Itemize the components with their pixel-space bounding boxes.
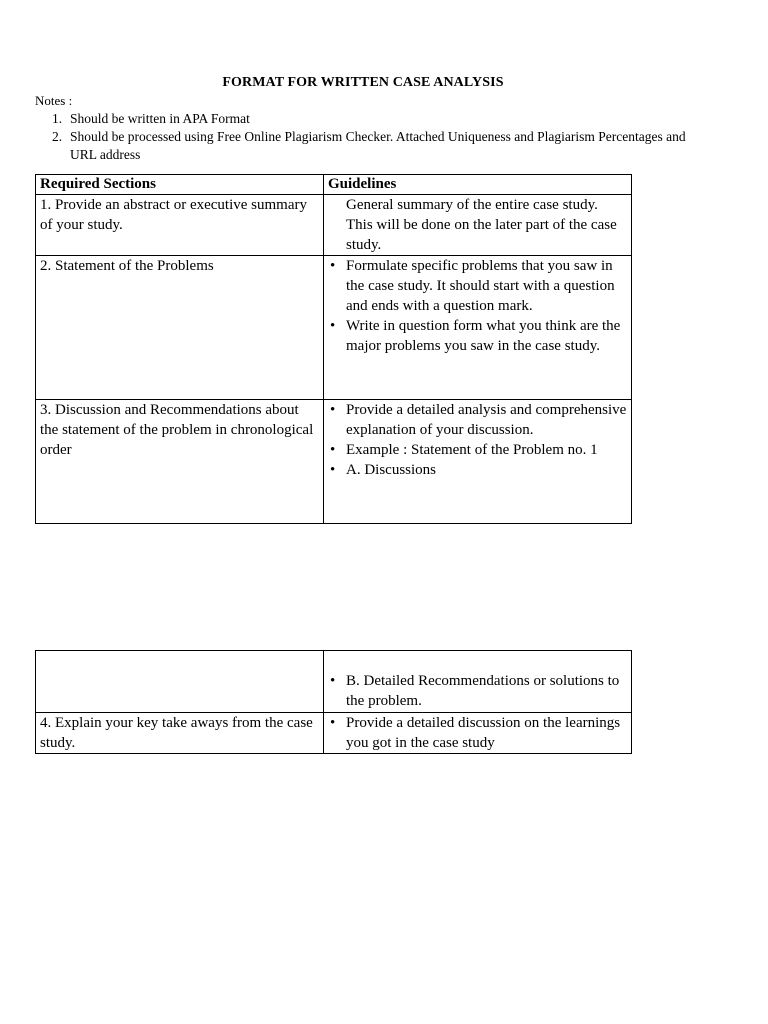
- note-text: Should be written in APA Format: [70, 111, 250, 126]
- guideline-item: • Example : Statement of the Problem no. 1: [328, 440, 627, 460]
- section-cell: 3. Discussion and Recommendations about the statement of the problem in chronological order: [36, 400, 324, 524]
- section-cell: 1. Provide an abstract or executive summary of your study.: [36, 195, 324, 256]
- requirements-table-continued: [35, 650, 632, 754]
- guideline-list: [328, 713, 627, 753]
- guideline-item: • Provide a detailed discussion on the learnings you got in the case study: [328, 713, 627, 753]
- guideline-text: General summary of the entire case study. This will be done on the later part of the case study.: [346, 197, 617, 253]
- guideline-item: • B. Detailed Recommendations or solutions to the problem.: [328, 671, 627, 711]
- notes-label: Notes :: [35, 93, 73, 108]
- section-cell: [36, 651, 324, 713]
- note-item: [35, 128, 695, 164]
- section-cell: 4. Explain your key take aways from the case study.: [36, 713, 324, 754]
- table-row: [36, 400, 632, 524]
- note-item: [35, 110, 695, 128]
- table-row: [36, 256, 632, 400]
- guideline-item: • A. Discussions: [328, 460, 627, 480]
- guideline-item: • Formulate specific problems that you saw in the case study. It should start with a question and ends with a question mark.: [328, 256, 627, 316]
- guideline-cell: [324, 195, 632, 256]
- table-row: [36, 195, 632, 256]
- guideline-list: [328, 400, 627, 480]
- section-cell: 2. Statement of the Problems: [36, 256, 324, 400]
- guideline-cell: [324, 651, 632, 713]
- table-row: [36, 713, 632, 754]
- table-header-row: [36, 175, 632, 195]
- notes-list: [35, 110, 695, 164]
- note-number: 1.: [52, 111, 63, 126]
- document-title: FORMAT FOR WRITTEN CASE ANALYSIS: [222, 75, 504, 90]
- guideline-cell: [324, 400, 632, 524]
- guideline-list: [328, 671, 627, 711]
- note-text: Should be processed using Free Online Plagiarism Checker. Attached Uniqueness and Plagiarism Percentages and URL address: [70, 129, 686, 162]
- header-guidelines: Guidelines: [324, 175, 632, 195]
- guideline-cell: [324, 256, 632, 400]
- requirements-table: [35, 174, 632, 524]
- guideline-item: • Write in question form what you think are the major problems you saw in the case study.: [328, 316, 627, 356]
- guideline-item: • Provide a detailed analysis and comprehensive explanation of your discussion.: [328, 400, 627, 440]
- table-row: [36, 651, 632, 713]
- header-required-sections: Required Sections: [36, 175, 324, 195]
- guideline-cell: [324, 713, 632, 754]
- guideline-list: [328, 256, 627, 356]
- note-number: 2.: [52, 129, 63, 144]
